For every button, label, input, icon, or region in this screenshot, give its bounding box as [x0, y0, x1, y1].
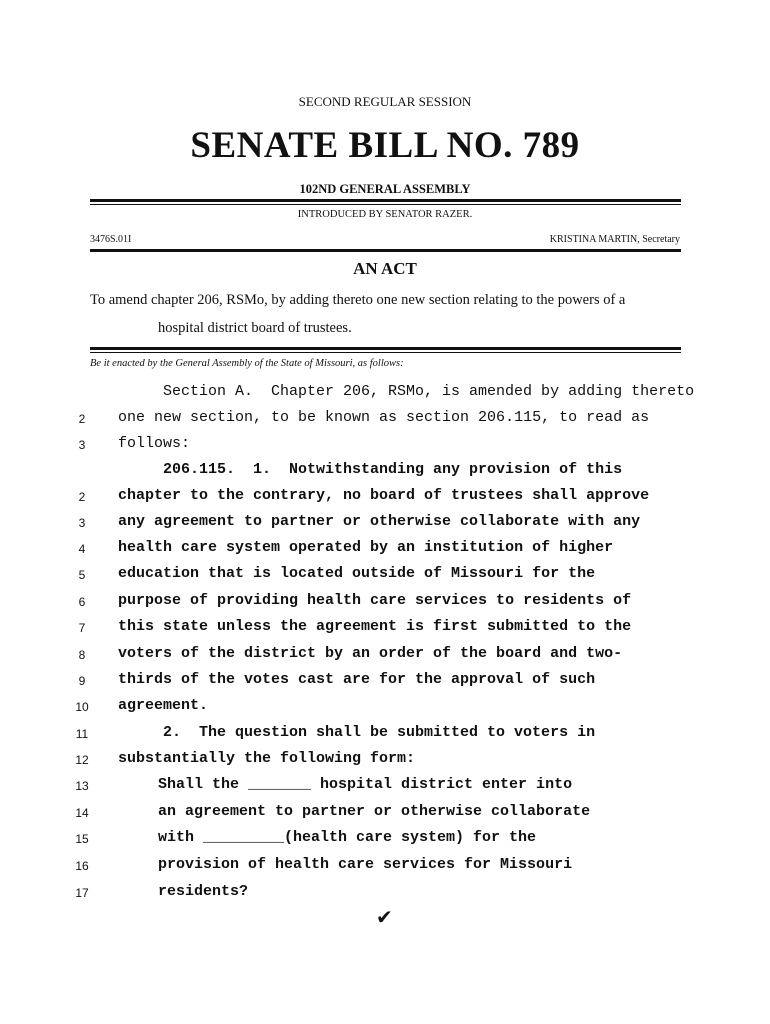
line-number: 8 [78, 648, 86, 662]
bill-text-line: any agreement to partner or otherwise collaborate with any [118, 513, 641, 530]
line-number: 9 [78, 674, 86, 688]
line-number: 3 [78, 516, 86, 530]
section-a-line-2: one new section, to be known as section 206.115, to read as [118, 409, 650, 426]
assembly-label: 102ND GENERAL ASSEMBLY [299, 182, 471, 196]
enacting-clause: Be it enacted by the General Assembly of the State of Missouri, as follows: [90, 358, 404, 369]
line-number: 3 [78, 438, 86, 452]
act-title-line-2: hospital district board of trustees. [158, 320, 352, 336]
ballot-question-line: an agreement to partner or otherwise collaborate [158, 803, 591, 820]
line-number: 2 [78, 490, 86, 504]
line-number: 14 [75, 806, 89, 820]
line-number: 6 [78, 595, 86, 609]
bill-text-line: this state unless the agreement is first submitted to the [118, 618, 632, 635]
secretary-label: KRISTINA MARTIN, Secretary [549, 234, 680, 245]
bill-text-line: substantially the following form: [118, 750, 416, 767]
ballot-question-line: provision of health care services for Missouri [158, 856, 573, 873]
line-number: 15 [75, 832, 89, 846]
line-number: 16 [75, 859, 89, 873]
bill-text-line: health care system operated by an institution of higher [118, 539, 614, 556]
line-number: 17 [75, 886, 89, 900]
bill-text-line: education that is located outside of Missouri for the [118, 565, 596, 582]
header-divider-top [90, 199, 681, 202]
section-206-115-line-1: 206.115. 1. Notwithstanding any provision of this [163, 461, 623, 478]
bill-text-line: agreement. [118, 697, 209, 714]
line-number: 13 [75, 779, 89, 793]
bill-title: SENATE BILL NO. 789 [190, 125, 580, 166]
act-heading: AN ACT [353, 259, 417, 278]
enacting-divider-thick [90, 347, 681, 350]
line-number: 7 [78, 621, 86, 635]
bill-text-line: 2. The question shall be submitted to voters in [163, 724, 596, 741]
enacting-divider-thin [90, 352, 681, 353]
ballot-question-line: with _________(health care system) for the [158, 829, 537, 846]
bill-text-line: chapter to the contrary, no board of trustees shall approve [118, 487, 650, 504]
line-number: 12 [75, 753, 89, 767]
header-divider-thin [90, 204, 681, 205]
checkmark-icon: ✔ [376, 905, 393, 929]
introduced-by: INTRODUCED BY SENATOR RAZER. [297, 209, 473, 220]
document-code: 3476S.01I [90, 234, 132, 245]
line-number: 5 [78, 568, 86, 582]
line-number: 4 [78, 542, 86, 556]
line-number: 10 [75, 700, 89, 714]
ballot-question-line: residents? [158, 883, 249, 900]
session-label: SECOND REGULAR SESSION [298, 94, 472, 109]
bill-text-line: voters of the district by an order of the board and two- [118, 645, 623, 662]
bill-text-line: purpose of providing health care services to residents of [118, 592, 632, 609]
line-number: 11 [75, 727, 89, 741]
act-title-line-1: To amend chapter 206, RSMo, by adding thereto one new section relating to the powers of a [90, 292, 626, 308]
bill-text-line: thirds of the votes cast are for the approval of such [118, 671, 596, 688]
section-a-line-3: follows: [118, 435, 191, 452]
section-a-line-1: Section A. Chapter 206, RSMo, is amended by adding thereto [163, 383, 695, 400]
line-number: 2 [78, 412, 86, 426]
act-divider [90, 249, 681, 252]
ballot-question-line: Shall the _______ hospital district enter into [158, 776, 573, 793]
